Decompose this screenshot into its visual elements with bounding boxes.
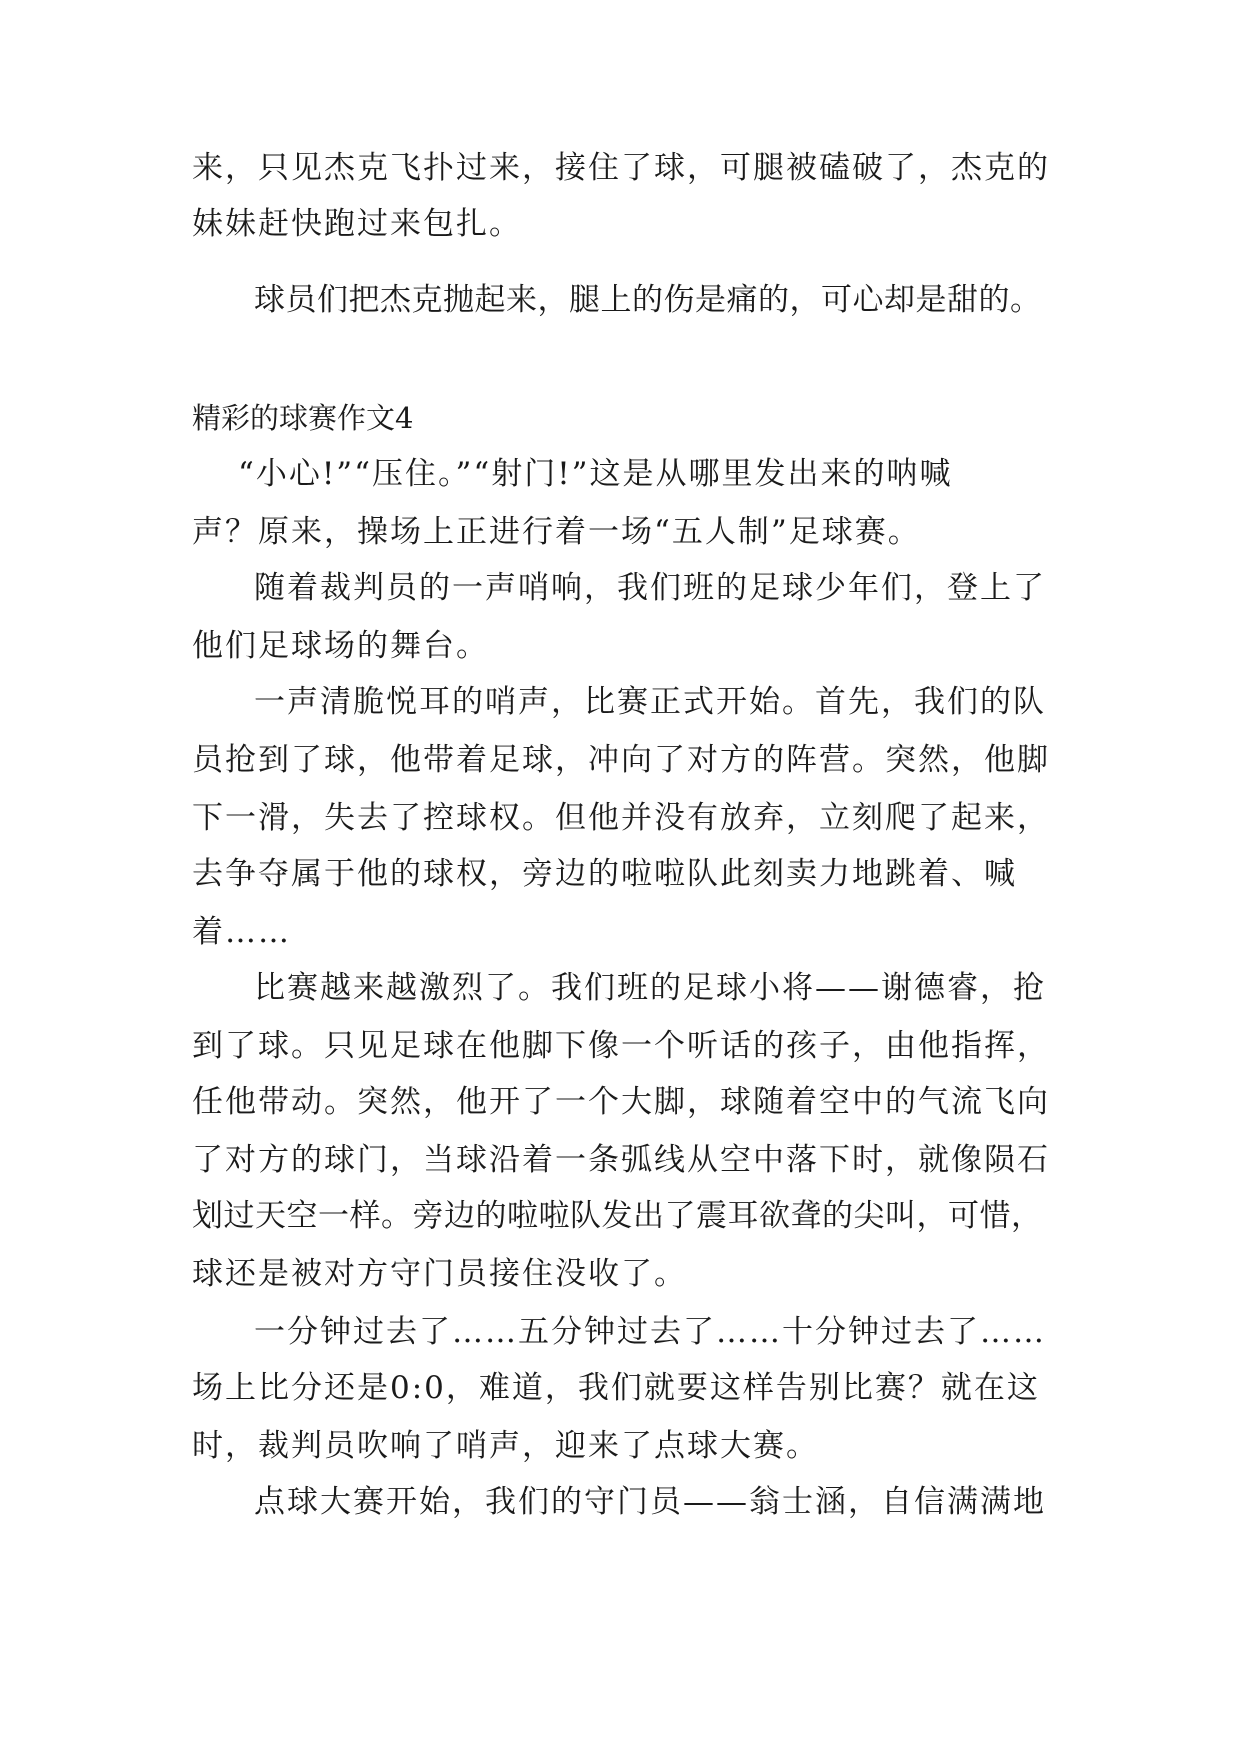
text-line: 任他带动。突然，他开了一个大脚，球随着空中的气流飞向 <box>192 1084 1050 1120</box>
text-line: 比赛越来越激烈了。我们班的足球小将——谢德睿，抢 <box>254 970 1046 1006</box>
text-line: 到了球。只见足球在他脚下像一个听话的孩子，由他指挥， <box>192 1028 1050 1064</box>
text-line: 一分钟过去了……五分钟过去了……十分钟过去了…… <box>254 1314 1046 1350</box>
text-line: 球员们把杰克抛起来，腿上的伤是痛的，可心却是甜的。 <box>254 282 1042 318</box>
section-title: 精彩的球赛作文4 <box>192 401 414 435</box>
text-line: 来，只见杰克飞扑过来，接住了球，可腿被磕破了，杰克的 <box>192 150 1050 186</box>
text-line: 时，裁判员吹响了哨声，迎来了点球大赛。 <box>192 1428 819 1464</box>
text-line: 去争夺属于他的球权，旁边的啦啦队此刻卖力地跳着、喊 <box>192 856 1017 892</box>
text-line: 点球大赛开始，我们的守门员——翁士涵，自信满满地 <box>254 1484 1046 1520</box>
text-line: 下一滑，失去了控球权。但他并没有放弃，立刻爬了起来， <box>192 800 1050 836</box>
text-line: 着…… <box>192 914 291 950</box>
text-line: “小心!”“压住。”“射门!”这是从哪里发出来的呐喊 <box>238 456 953 492</box>
text-line: 球还是被对方守门员接住没收了。 <box>192 1256 687 1292</box>
text-line: 他们足球场的舞台。 <box>192 628 489 664</box>
text-line: 了对方的球门，当球沿着一条弧线从空中落下时，就像陨石 <box>192 1142 1050 1178</box>
text-line: 划过天空一样。旁边的啦啦队发出了震耳欲聋的尖叫，可惜， <box>192 1198 1043 1234</box>
text-line: 员抢到了球，他带着足球，冲向了对方的阵营。突然，他脚 <box>192 742 1050 778</box>
text-line: 妹妹赶快跑过来包扎。 <box>192 206 522 242</box>
text-line: 声？原来，操场上正进行着一场“五人制”足球赛。 <box>192 514 921 550</box>
text-line: 场上比分还是0:0，难道，我们就要这样告别比赛？就在这 <box>192 1370 1040 1406</box>
text-line: 一声清脆悦耳的哨声，比赛正式开始。首先，我们的队 <box>254 684 1046 720</box>
text-line: 随着裁判员的一声哨响，我们班的足球少年们，登上了 <box>254 570 1046 606</box>
